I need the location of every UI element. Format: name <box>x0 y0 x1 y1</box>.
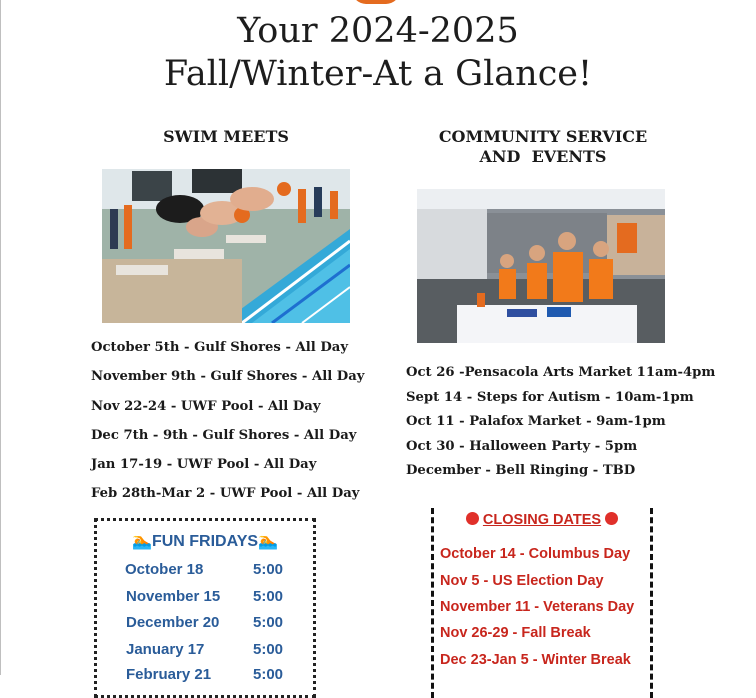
community-event-3: Oct 11 - Palafox Market - 9am-1pm <box>406 414 666 429</box>
fun-fridays-box <box>94 518 316 698</box>
community-event-1: Oct 26 -Pensacola Arts Market 11am-4pm <box>406 365 716 380</box>
closing-date: Nov 26-29 - Fall Break <box>440 625 591 641</box>
community-event-4: Oct 30 - Halloween Party - 5pm <box>406 439 638 454</box>
closing-date: November 11 - Veterans Day <box>440 599 635 615</box>
closing-dates-title <box>434 512 650 528</box>
red-circle-icon <box>605 512 618 525</box>
community-event-5: December - Bell Ringing - TBD <box>406 463 636 478</box>
swim-meet-1: October 5th - Gulf Shores - All Day <box>91 340 349 355</box>
fun-friday-date: February 21 <box>126 666 212 683</box>
fun-friday-date: October 18 <box>125 561 204 578</box>
swim-meet-3: Nov 22-24 - UWF Pool - All Day <box>91 399 321 414</box>
page-edge-rule <box>0 0 1 675</box>
fun-fridays-title <box>97 531 313 551</box>
page-title-line1: Your 2024-2025 <box>237 11 519 51</box>
swimmer-icon: 🏊 <box>258 533 278 550</box>
fun-friday-time: 5:00 <box>253 666 284 683</box>
red-circle-icon <box>466 512 479 525</box>
closing-date: Dec 23-Jan 5 - Winter Break <box>440 652 631 668</box>
swim-meets-heading: SWIM MEETS <box>163 127 289 146</box>
fun-friday-date: November 15 <box>126 588 221 605</box>
fun-friday-time: 5:00 <box>253 588 284 605</box>
community-event-photo <box>417 189 665 343</box>
fun-friday-time: 5:00 <box>253 561 284 578</box>
closing-date: Nov 5 - US Election Day <box>440 573 604 589</box>
page-title-line2: Fall/Winter-At a Glance! <box>163 54 593 94</box>
logo-fragment <box>352 0 400 4</box>
community-heading <box>418 127 668 167</box>
fun-friday-time: 5:00 <box>253 641 284 658</box>
fun-friday-time: 5:00 <box>253 614 284 631</box>
community-heading-line1: COMMUNITY SERVICE <box>438 127 648 146</box>
swimmer-icon: 🏊 <box>132 533 152 550</box>
fun-friday-date: January 17 <box>126 641 205 658</box>
swim-meet-4: Dec 7th - 9th - Gulf Shores - All Day <box>91 428 357 443</box>
closing-date: October 14 - Columbus Day <box>440 546 631 562</box>
swim-meet-2: November 9th - Gulf Shores - All Day <box>91 369 365 384</box>
swim-meet-5: Jan 17-19 - UWF Pool - All Day <box>91 457 317 472</box>
community-event-2: Sept 14 - Steps for Autism - 10am-1pm <box>406 390 694 405</box>
closing-dates-label: CLOSING DATES <box>482 512 602 528</box>
fun-fridays-label: FUN FRIDAYS <box>151 533 259 550</box>
fun-friday-date: December 20 <box>126 614 220 631</box>
closing-dates-box <box>431 508 653 698</box>
swim-meet-photo <box>102 169 350 323</box>
swim-meet-6: Feb 28th-Mar 2 - UWF Pool - All Day <box>91 486 360 501</box>
community-heading-line2: AND EVENTS <box>479 147 607 166</box>
